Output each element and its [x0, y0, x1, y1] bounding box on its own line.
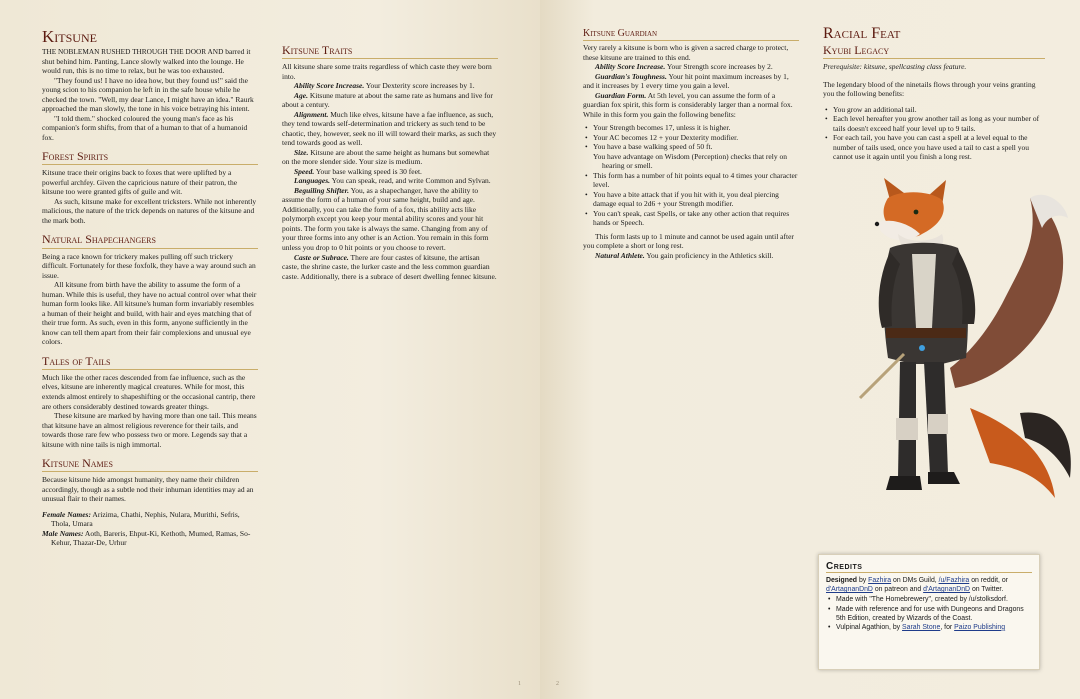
female-names: Female Names: Arizima, Chathi, Nephis, Nulara, Murithi, Sefris, Thola, Umara	[42, 509, 240, 529]
credits-box	[818, 554, 1040, 670]
list-item: • This form has a number of hit points equal to 4 times your character level.	[583, 171, 799, 190]
list-item: • Each level hereafter you grow another tail as long as your number of tails doesn't exceed half your level up to 9 tails.	[823, 114, 1045, 133]
guardian-form-duration: This form lasts up to 1 minute and cannot be used again until after you complete a short or long rest.	[583, 231, 794, 251]
natural-paragraph-2: All kitsune from birth have the ability to assume the form of a human. While this is useful, they have no actual control over what their human form looks like. All kitsune's human form invariably resembles a human of their height and build, with hair and eyes matching that of their true form. As such, even in this form, anyone sufficiently in the know can tell them apart from their fair complexions and unusual eye colors.	[42, 280, 257, 347]
list-item: • Your AC becomes 12 + your Dexterity modifier.	[583, 133, 799, 143]
heading-kitsune-traits: Kitsune Traits	[282, 44, 498, 59]
trait-age: Age. Kitsune mature at about the same rate as humans and live for about a century.	[282, 90, 493, 110]
fox-leg-wrap	[896, 418, 918, 440]
fox-staff	[860, 354, 904, 398]
link-dartagnan-twitter[interactable]: d'ArtagnanDnD	[923, 586, 971, 594]
page-number-2: 2	[556, 681, 559, 688]
list-item: • Your Strength becomes 17, unless it is higher.	[583, 123, 799, 133]
trait-beguiling-shifter: Beguiling Shifter. You, as a shapechanger, have the ability to assume the form of a human of your same height, build and age. Additionally, you can take the form of a fox, this ability acts like polymorph except you keep your mental ability scores and your hit points. The form you take is always the same. Changing from any of your three forms into any other is an Action. You remain in this form unless you drop to 0 hit points or you choose to revert.	[282, 185, 489, 252]
page-title: Kitsune	[42, 28, 97, 46]
intro-lead: THE NOBLEMAN RUSHED THROUGH THE DOOR AND	[42, 47, 224, 56]
credits-title: Credits	[826, 561, 1032, 573]
heading-tales-of-tails: Tales of Tails	[42, 355, 258, 370]
intro-paragraph: THE NOBLEMAN RUSHED THROUGH THE DOOR AND barred it shut behind him. Panting, Lance slowly walked into the lounge. He would run, this is no time to relax, but he was too exhausted.	[42, 47, 251, 76]
male-names: Male Names: Aoth, Bareris, Ehput-Ki, Kethoth, Mumed, Ramas, So-Kehur, Thazar-De, Urhur	[42, 528, 251, 548]
list-item: • Made with reference and for use with Dungeons and Dragons 5th Edition, created by Wizards of the Coast.	[826, 605, 1032, 623]
heading-kitsune-guardian: Kitsune Guardian	[583, 28, 799, 41]
names-paragraph: Because kitsune hide amongst humanity, they name their children accordingly, though as a subtle nod their inhuman identities may ad an unusual flair to their names.	[42, 475, 254, 504]
heading-racial-feat: Racial Feat	[823, 26, 901, 42]
page1-column-left	[42, 28, 258, 548]
tales-paragraph-2: These kitsune are marked by having more than one tail. This means that kitsune have an almost religious reverence for their tails, and towards those rare few who possess two or more. Legends say that a kitsune with nine tails is nigh immortal.	[42, 411, 257, 449]
guardian-toughness: Guardian's Toughness. Your hit point maximum increases by 1, and it increases by 1 every time you gain a level.	[583, 71, 789, 91]
trait-speed: Speed. Your base walking speed is 30 feet.	[294, 166, 422, 176]
trait-ability-score: Ability Score Increase. Your Dexterity score increases by 1.	[294, 81, 475, 91]
fox-leg-wrap-2	[928, 414, 948, 434]
trait-alignment: Alignment. Much like elves, kitsune have a fae influence, as such, they tend towards self-determination and trickery as such tend to be chaotic, they, however, seek no ill will toward their marks, as such they tend towards good as well.	[282, 109, 497, 148]
page1-column-right	[282, 44, 498, 289]
feat-benefits	[823, 105, 1045, 162]
list-item: • You grow an additional tail.	[823, 105, 1045, 115]
fox-amulet	[919, 345, 925, 351]
guardian-natural-athlete: Natural Athlete. You gain proficiency in the Athletics skill.	[595, 250, 774, 260]
fox-character-illustration	[820, 178, 1080, 558]
link-paizo[interactable]: Paizo Publishing	[954, 623, 1006, 631]
trait-languages: Languages. You can speak, read, and write Common and Sylvan.	[294, 176, 491, 186]
feat-intro: The legendary blood of the ninetails flows through your veins granting you the following benefits:	[823, 79, 1036, 99]
list-item: • You have a bite attack that if you hit with it, you deal piercing damage equal to 2d6 + your Strength modifier.	[583, 190, 799, 209]
page2-column-left	[583, 28, 799, 268]
fox-eye	[914, 210, 919, 215]
guardian-ability-score: Ability Score Increase. Your Strength score increases by 2.	[595, 62, 773, 72]
intro-paragraph-2: "They found us! I have no idea how, but they found us!" said the young scion to his companion he left in in the safe house while he checked the town. "Well, my dear Lance, I might have an idea." Raurk approached the man slowly, the tone in his voice betraying his intent.	[42, 75, 254, 114]
page2-column-right	[823, 26, 1045, 162]
fox-nose	[875, 222, 879, 226]
heading-kyubi-legacy: Kyubi Legacy	[823, 44, 1045, 59]
page-right	[540, 0, 1080, 699]
credits-list	[826, 595, 1032, 632]
feat-prerequisite: Prerequisite: kitsune, spellcasting class feature.	[823, 62, 967, 72]
heading-forest-spirits: Forest Spirits	[42, 150, 258, 165]
heading-kitsune-names: Kitsune Names	[42, 457, 258, 472]
trait-caste: Caste or Subrace. There are four castes of kitsune, the artisan caste, the shrine caste, the lurker caste and the less common guardian caste. Additionally, there is a subrace of desert dwelling fennec kitsune.	[282, 252, 497, 281]
fox-shirt	[912, 254, 936, 328]
link-fazhira[interactable]: Fazhira	[868, 577, 892, 584]
guardian-intro: Very rarely a kitsune is born who is given a sacred charge to protect, these kitsune are trained to this end.	[583, 43, 789, 62]
heading-natural-shapechangers: Natural Shapechangers	[42, 233, 258, 248]
guardian-form-benefits	[583, 123, 799, 228]
list-item: • Made with "The Homebrewery", created by /u/stolksdorf.	[826, 595, 1032, 604]
list-item: • Vulpinal Agathion, by Sarah Stone, for Paizo Publishing	[826, 623, 1032, 632]
forest-paragraph-1: Kitsune trace their origins back to foxes that were uplifted by a powerful archfey. Given the capricious nature of their patron, the kitsune too were granted gifts of guile and wit.	[42, 168, 238, 197]
fox-foot-right	[928, 472, 960, 484]
guardian-form: Guardian Form. At 5th level, you can assume the form of a guardian fox spirit, this form is considerably larger than a normal fox. While in this form you gain the following benefits:	[583, 90, 793, 119]
list-item: • You have advantage on Wisdom (Perception) checks that rely on hearing or smell.	[583, 152, 799, 171]
link-ufazhira[interactable]: /u/Fazhira	[938, 577, 970, 584]
list-item: • You have a base walking speed of 50 ft.	[583, 142, 799, 152]
natural-paragraph-1: Being a race known for trickery makes pulling off such trickery difficult. Fortunately for these foxfolk, they have a way around such an issue.	[42, 251, 256, 280]
credits-designed: Designed by Fazhira on DMs Guild, /u/Fazhira on reddit, or d'ArtagnanDnD on patreon and d'ArtagnanDnD on Twitter.	[826, 577, 1008, 594]
link-dartagnan-patreon[interactable]: d'ArtagnanDnD	[826, 586, 873, 594]
intro-paragraph-3: "I told them." shocked coloured the young man's face as his companion's form shifts, from that of a human to that of a humanoid fox.	[42, 113, 248, 142]
fox-foot-left	[886, 476, 922, 490]
list-item: • You can't speak, cast Spells, or take any other action that requires hands or Speech.	[583, 209, 799, 228]
list-item: • For each tail, you have you can cast a spell at a level equal to the number of tails used, once you have used a tail to cast a spell you cannot use it again until you finish a long rest.	[823, 133, 1045, 162]
forest-paragraph-2: As such, kitsune make for excellent tricksters. While not inherently malicious, the nature of the trick depends on natures of the kitsune and the mark both.	[42, 196, 257, 225]
tales-paragraph-1: Much like the other races descended from fae influence, such as the elves, kitsune are inherently magical creatures. While for most, this extends almost entirely to shapeshifting or the occasional cantrip, there are others considerably destined towards greater things.	[42, 372, 256, 411]
trait-size: Size. Kitsune are about the same height as humans but somewhat on the more slender side. Your size is medium.	[282, 147, 490, 167]
page-number-1: 1	[518, 681, 521, 688]
fox-belt	[886, 328, 966, 338]
link-sarah-stone[interactable]: Sarah Stone	[902, 623, 941, 631]
traits-intro: All kitsune share some traits regardless of which caste they were born into.	[282, 62, 492, 81]
